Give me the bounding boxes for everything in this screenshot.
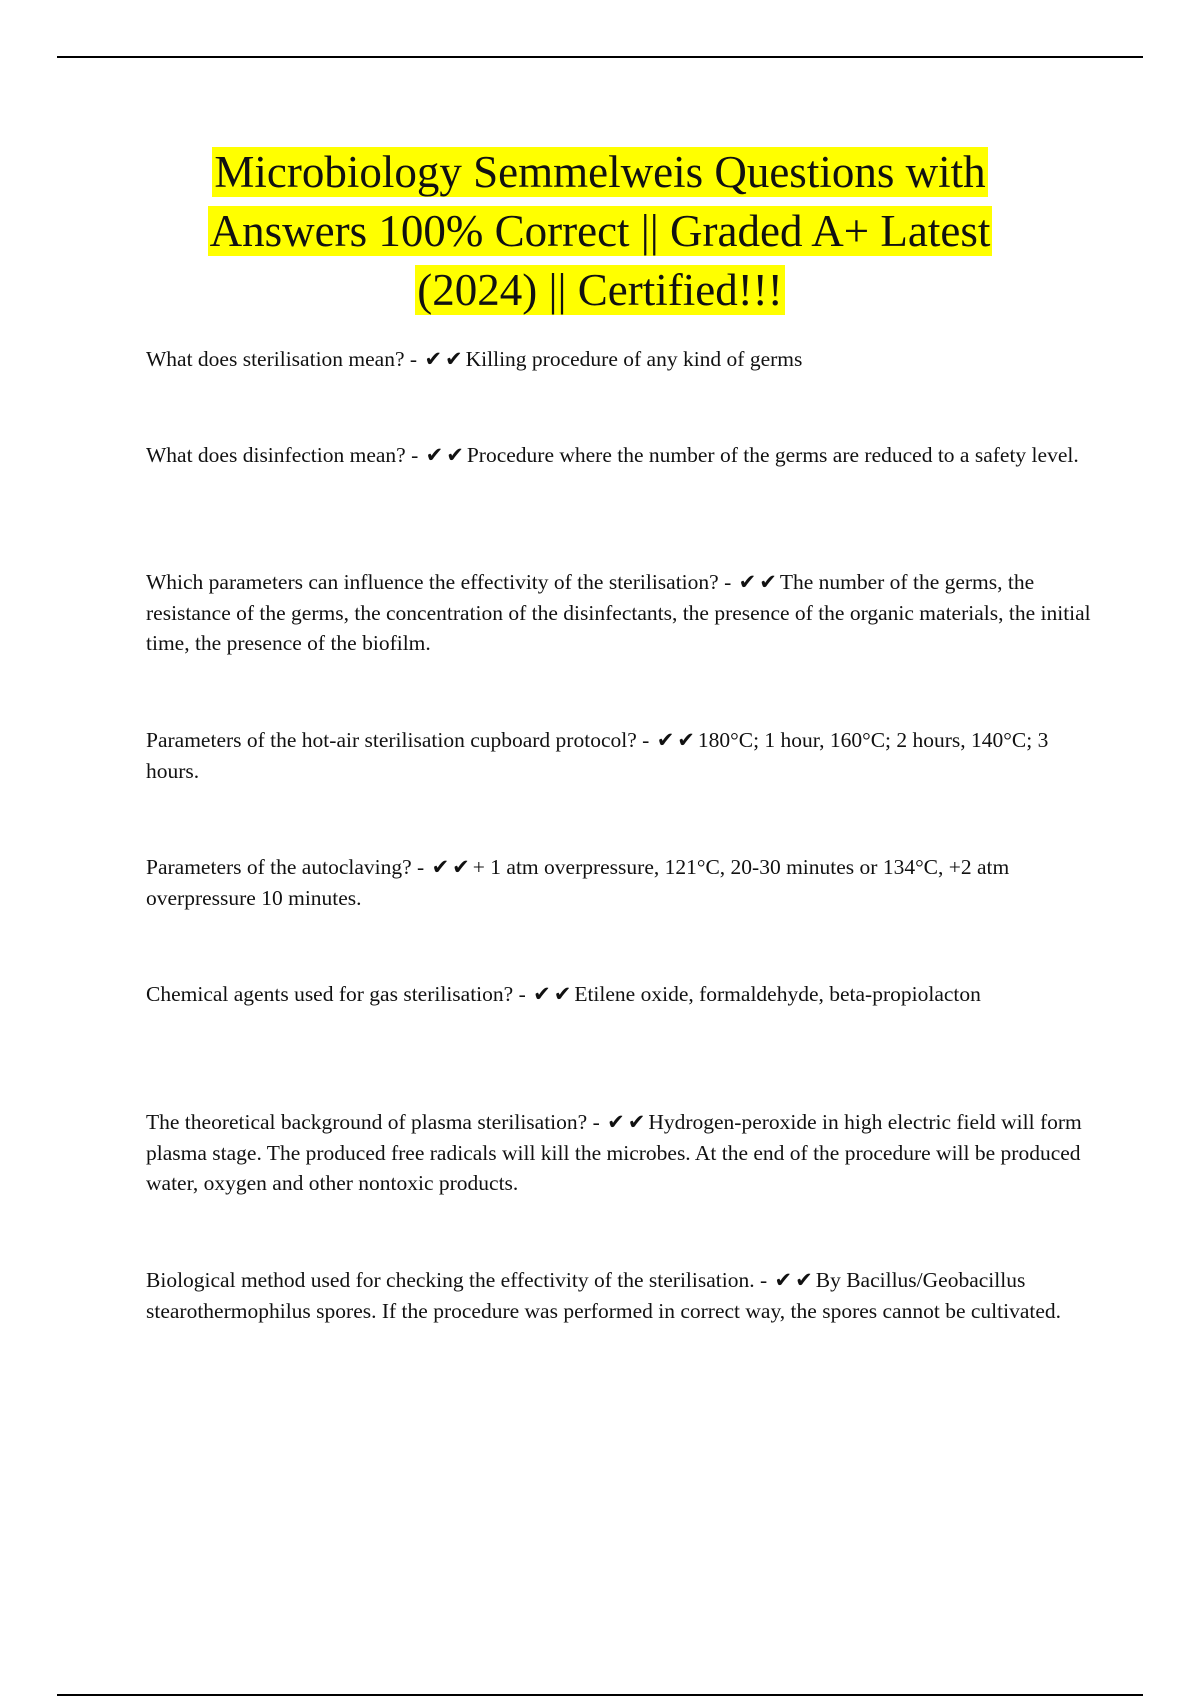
double-check-icon: ✔✔ bbox=[738, 570, 780, 594]
answer-text: Hydrogen-peroxide in high electric field will form plasma stage. The produced free radicals will kill the microbes. At the end of the procedure will be produced water, oxygen and other nontoxic products. bbox=[146, 1110, 1082, 1195]
answer-text: Killing procedure of any kind of germs bbox=[465, 347, 803, 371]
answer-text: 180°C; 1 hour, 160°C; 2 hours, 140°C; 3 hours. bbox=[146, 728, 1049, 783]
separator: - bbox=[409, 347, 418, 371]
separator: - bbox=[417, 855, 425, 879]
double-check-icon: ✔✔ bbox=[656, 728, 698, 752]
separator: - bbox=[518, 982, 526, 1006]
answer-text: Procedure where the number of the germs are reduced to a safety level. bbox=[466, 443, 1079, 467]
answer-text: The number of the germs, the resistance of the germs, the concentration of the disinfectants, the presence of the organic materials, the initial time, the presence of the biofilm. bbox=[146, 570, 1091, 655]
qa-item-4 bbox=[146, 725, 1094, 786]
question-text: Which parameters can influence the effectivity of the sterilisation? bbox=[146, 570, 719, 594]
qa-item-5 bbox=[146, 852, 1094, 913]
qa-item-6 bbox=[146, 979, 1094, 1010]
title-highlight: Microbiology Semmelweis Questions with Answers 100% Correct || Graded A+ Latest (2024) || Certified!!! bbox=[209, 147, 991, 315]
question-text: What does disinfection mean? bbox=[146, 443, 406, 467]
question-text: Parameters of the hot-air sterilisation cupboard protocol? bbox=[146, 728, 637, 752]
separator: - bbox=[642, 728, 650, 752]
top-rule bbox=[57, 56, 1143, 58]
double-check-icon: ✔✔ bbox=[607, 1110, 649, 1134]
answer-text: + 1 atm overpressure, 121°C, 20-30 minutes or 134°C, +2 atm overpressure 10 minutes. bbox=[146, 855, 1010, 910]
separator: - bbox=[411, 443, 419, 467]
qa-item-3 bbox=[146, 567, 1094, 659]
question-text: What does sterilisation mean? bbox=[146, 347, 405, 371]
qa-item-7 bbox=[146, 1107, 1094, 1199]
double-check-icon: ✔✔ bbox=[774, 1268, 816, 1292]
question-text: Chemical agents used for gas sterilisation? bbox=[146, 982, 514, 1006]
separator: - bbox=[592, 1110, 600, 1134]
qa-item-2 bbox=[146, 440, 1094, 471]
question-text: Biological method used for checking the effectivity of the sterilisation. bbox=[146, 1268, 755, 1292]
double-check-icon: ✔✔ bbox=[425, 443, 467, 467]
double-check-icon: ✔✔ bbox=[431, 855, 473, 879]
double-check-icon: ✔✔ bbox=[533, 982, 575, 1006]
qa-item-1 bbox=[146, 344, 1094, 375]
answer-text: By Bacillus/Geobacillus stearothermophilus spores. If the procedure was performed in correct way, the spores cannot be cultivated. bbox=[146, 1268, 1062, 1323]
separator: - bbox=[724, 570, 732, 594]
bottom-rule bbox=[57, 1694, 1143, 1696]
double-check-icon: ✔✔ bbox=[424, 347, 466, 371]
qa-item-8 bbox=[146, 1265, 1094, 1326]
question-text: Parameters of the autoclaving? bbox=[146, 855, 412, 879]
document-title bbox=[150, 143, 1050, 320]
question-text: The theoretical background of plasma sterilisation? bbox=[146, 1110, 588, 1134]
separator: - bbox=[759, 1268, 768, 1292]
answer-text: Etilene oxide, formaldehyde, beta-propiolacton bbox=[574, 982, 981, 1006]
